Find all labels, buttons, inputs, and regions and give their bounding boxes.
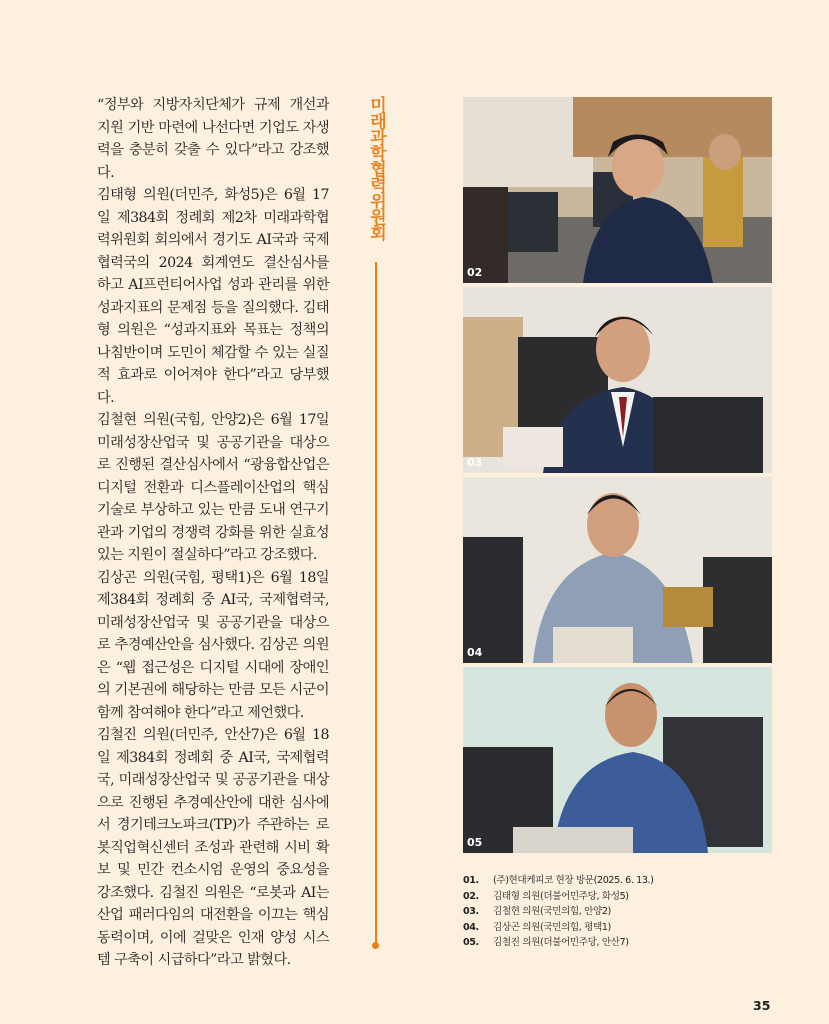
photo-number: 03 [467, 456, 483, 469]
caption-item [463, 904, 783, 920]
article-body [97, 94, 329, 972]
photo-04-image [463, 477, 772, 663]
caption-text: 김태형 의원(더불어민주당, 화성5) [493, 890, 629, 902]
photo-04 [463, 477, 772, 663]
caption-item [463, 889, 783, 905]
photo-02-image [463, 97, 772, 283]
page-number: 35 [753, 998, 771, 1013]
photo-03-image [463, 287, 772, 473]
caption-item [463, 920, 783, 936]
caption-text: 김철진 의원(더불어민주당, 안산7) [493, 937, 629, 949]
caption-item [463, 873, 783, 889]
caption-number: 04. [463, 921, 479, 933]
article-paragraph: 김태형 의원(더민주, 화성5)은 6월 17일 제384회 정례회 제2차 미래과학협력위원회 회의에서 경기도 AI국과 국제협력국의 2024 회계연도 결산심사를 하고 AI프런티어사업 성과 관리를 위한 성과지표의 문제점 등을 질의했다. 김태형 의원은 “성과지표와 목표는 정책의 나침반이며 도민이 체감할 수 있는 실질적 효과로 이어져야 한다”라고 당부했다. [97, 187, 329, 406]
section-title: 미래과학협력위원회 [366, 96, 386, 240]
photo-number: 04 [467, 646, 483, 659]
caption-text: 김상곤 의원(국민의힘, 평택1) [493, 921, 611, 933]
photo-05 [463, 667, 772, 853]
article-paragraph: 김철진 의원(더민주, 안산7)은 6월 18일 제384회 정례회 중 AI국, 국제협력국, 미래성장산업국 및 공공기관을 대상으로 진행된 추경예산안에 대한 심사에서 경기테크노파크(TP)가 주관하는 로봇직업혁신센터 조성과 관련해 시비 확보 및 민간 컨소시엄 운영의 중요성을 강조했다. 김철진 의원은 “로봇과 AI는 산업 패러다임의 대전환을 이끄는 핵심 동력이며, 이에 걸맞은 인재 양성 시스템 구축이 시급하다”라고 밝혔다. [97, 727, 329, 968]
photo-captions [463, 873, 783, 951]
caption-number: 02. [463, 890, 479, 902]
article-paragraph: 김철현 의원(국힘, 안양2)은 6월 17일 미래성장산업국 및 공공기관을 대상으로 진행된 결산심사에서 “광융합산업은 디지털 전환과 디스플레이산업의 핵심 기술로 부상하고 있는 만큼 도내 연구기관과 기업의 경쟁력 강화를 위한 실효성 있는 지원이 절실하다”라고 강조했다. [97, 412, 329, 563]
caption-number: 01. [463, 875, 479, 886]
caption-item [463, 935, 783, 951]
caption-number: 05. [463, 937, 479, 949]
photo-03 [463, 287, 772, 473]
article-paragraph: “정부와 지방자치단체가 규제 개선과 지원 기반 마련에 나선다면 기업도 자생력을 충분히 갖출 수 있다”라고 강조했다. [97, 97, 329, 181]
caption-text: 김철현 의원(국민의힘, 안양2) [493, 906, 611, 918]
caption-number: 03. [463, 906, 479, 918]
photo-number: 05 [467, 836, 483, 849]
photo-02 [463, 97, 772, 283]
section-divider-line [375, 262, 377, 945]
article-paragraph: 김상곤 의원(국힘, 평택1)은 6월 18일 제384회 정례회 중 AI국, 국제협력국, 미래성장산업국 및 공공기관을 대상으로 추경예산안을 심사했다. 김상곤 의원은 “웹 접근성은 디지털 시대에 장애인의 기본권에 해당하는 만큼 모든 시군이 함께 참여해야 한다”라고 제언했다. [97, 569, 329, 721]
section-divider-dot [372, 942, 379, 949]
caption-text: (주)현대케피코 현장 방문(2025. 6. 13.) [493, 875, 654, 886]
photo-05-image [463, 667, 772, 853]
photo-number: 02 [467, 266, 483, 279]
